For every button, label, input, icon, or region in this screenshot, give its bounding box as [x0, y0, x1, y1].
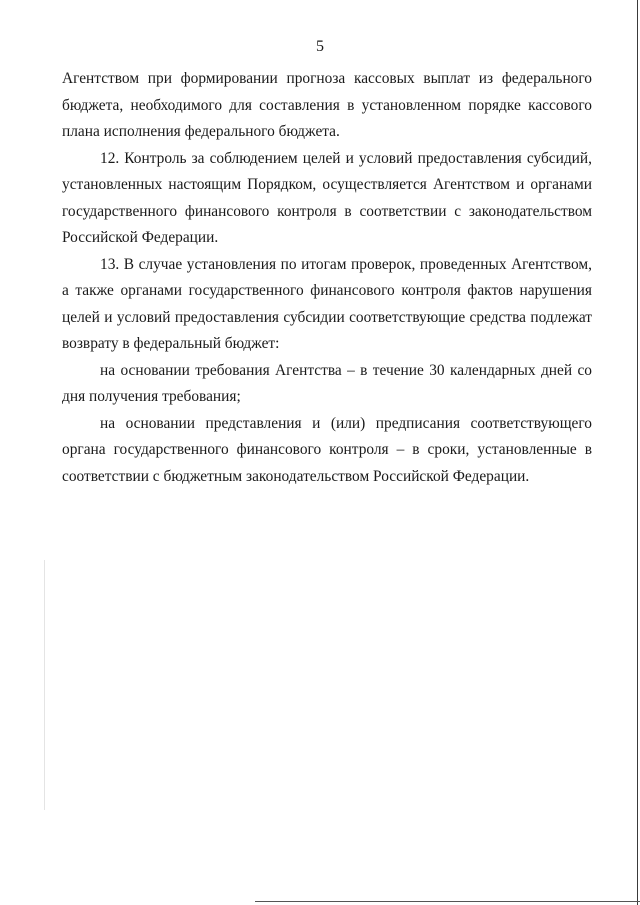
paragraph-12-control: 12. Контроль за соблюдением целей и условий предоставления субсидий, установленных настоящим Порядком, осуществляется Агентством и органами государственного финансового контроля в соответствии с законодательством Российской Федерации. [62, 149, 592, 246]
paragraph-continuation: Агентством при формировании прогноза кассовых выплат из федерального бюджета, необходимого для составления в установленном порядке кассового плана исполнения федерального бюджета. [62, 70, 592, 140]
scan-edge-right [637, 0, 638, 905]
paragraph-13-refund: 13. В случае установления по итогам проверок, проведенных Агентством, а также органами государственного финансового контроля фактов нарушения целей и условий предоставления субсидии соответствующие средства подлежат возврату в федеральный бюджет: [62, 255, 592, 352]
paragraph-refund-by-order: на основании представления и (или) предписания соответствующего органа государственного финансового контроля – в сроки, установленные в соответствии с бюджетным законодательством Российской Федерации. [62, 414, 592, 485]
page-number: 5 [316, 38, 324, 55]
scan-edge-bottom [255, 901, 640, 902]
document-body [62, 66, 592, 490]
scan-margin-mark [44, 560, 45, 810]
paragraph-refund-by-demand: на основании требования Агентства – в течение 30 календарных дней со дня получения требования; [62, 361, 592, 405]
